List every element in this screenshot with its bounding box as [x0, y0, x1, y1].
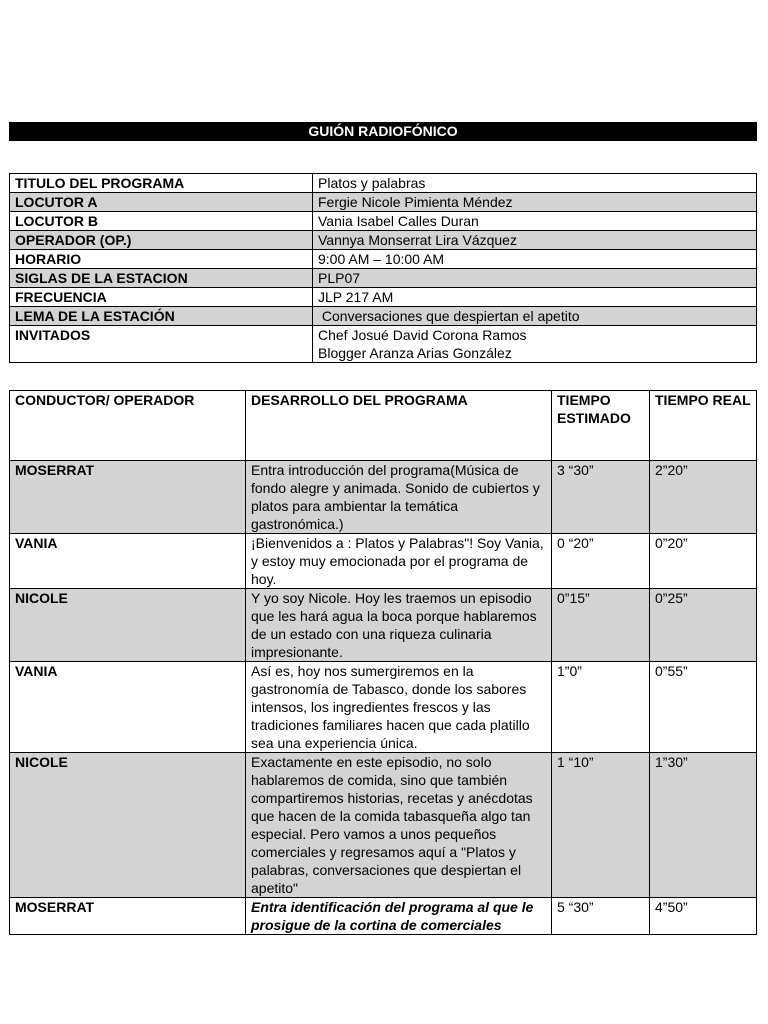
info-value-text: PLP07 [318, 270, 361, 286]
info-row [10, 288, 757, 307]
info-value-text: Conversaciones que despiertan el apetito [318, 308, 580, 324]
header-tiempo-estimado: TIEMPO ESTIMADO [552, 391, 650, 461]
info-value [313, 250, 757, 269]
info-value-text: 9:00 AM – 10:00 AM [318, 251, 445, 267]
script-row [10, 461, 757, 534]
info-key: HORARIO [10, 250, 313, 269]
script-text: Así es, hoy nos sumergiremos en la gastronomía de Tabasco, donde los sabores intensos, los ingredientes frescos y las tradiciones familiares hacen que cada platillo sea una experiencia única. [246, 662, 552, 753]
script-time-estimated: 1 “10” [552, 753, 650, 898]
script-speaker: NICOLE [10, 589, 246, 662]
info-key: LEMA DE LA ESTACIÓN [10, 307, 313, 326]
script-time-real: 0”20” [650, 534, 757, 589]
info-row [10, 231, 757, 250]
info-value [313, 174, 757, 193]
script-row [10, 898, 757, 935]
script-time-real: 0”25” [650, 589, 757, 662]
info-row [10, 174, 757, 193]
script-time-estimated: 0”15” [552, 589, 650, 662]
script-row [10, 534, 757, 589]
script-text: Exactamente en este episodio, no solo hablaremos de comida, sino que también compartiremos historias, recetas y anécdotas que hacen de la comida tabasqueña algo tan especial. Pero vamos a unos pequeños comerciales y regresamos aquí a "Platos y palabras, conversaciones que despiertan el apetito" [246, 753, 552, 898]
info-row [10, 212, 757, 231]
info-value [313, 269, 757, 288]
info-value-text: Platos y palabras [318, 175, 426, 191]
info-key: LOCUTOR B [10, 212, 313, 231]
script-speaker: VANIA [10, 534, 246, 589]
info-value [313, 193, 757, 212]
info-value [313, 288, 757, 307]
info-key: OPERADOR (OP.) [10, 231, 313, 250]
script-text: Y yo soy Nicole. Hoy les traemos un episodio que les hará agua la boca porque hablaremos de un estado con una riqueza culinaria impresionante. [246, 589, 552, 662]
info-key: TITULO DEL PROGRAMA [10, 174, 313, 193]
script-time-estimated: 0 “20” [552, 534, 650, 589]
document-title: GUIÓN RADIOFÓNICO [9, 122, 757, 141]
header-desarrollo: DESARROLLO DEL PROGRAMA [246, 391, 552, 461]
info-value-text: Vannya Monserrat Lira Vázquez [318, 232, 517, 248]
script-time-real: 0”55” [650, 662, 757, 753]
info-value-text-2: Blogger Aranza Arias González [318, 345, 512, 361]
info-value-text: JLP 217 AM [318, 289, 394, 305]
script-speaker: NICOLE [10, 753, 246, 898]
info-row [10, 193, 757, 212]
script-time-estimated: 5 “30” [552, 898, 650, 935]
info-value [313, 326, 757, 363]
info-value-text: Chef Josué David Corona Ramos [318, 327, 527, 343]
script-table [9, 390, 757, 935]
script-time-estimated: 3 “30” [552, 461, 650, 534]
program-info-table [9, 173, 757, 363]
info-key: SIGLAS DE LA ESTACION [10, 269, 313, 288]
script-time-real: 4”50” [650, 898, 757, 935]
script-row [10, 753, 757, 898]
info-value [313, 231, 757, 250]
script-time-estimated: 1”0” [552, 662, 650, 753]
script-text: Entra introducción del programa(Música de fondo alegre y animada. Sonido de cubiertos y platos para ambientar la temática gastronómica.) [246, 461, 552, 534]
info-row [10, 269, 757, 288]
script-text: ¡Bienvenidos a : Platos y Palabras"! Soy Vania, y estoy muy emocionada por el programa de hoy. [246, 534, 552, 589]
info-key: INVITADOS [10, 326, 313, 363]
info-row [10, 326, 757, 363]
script-time-real: 1”30” [650, 753, 757, 898]
info-key: FRECUENCIA [10, 288, 313, 307]
script-speaker: VANIA [10, 662, 246, 753]
info-value [313, 212, 757, 231]
info-value [313, 307, 757, 326]
info-key: LOCUTOR A [10, 193, 313, 212]
script-row [10, 589, 757, 662]
script-text: Entra identificación del programa al que le prosigue de la cortina de comerciales [246, 898, 552, 935]
header-tiempo-real: TIEMPO REAL [650, 391, 757, 461]
info-value-text: Vania Isabel Calles Duran [318, 213, 479, 229]
info-value-text: Fergie Nicole Pimienta Méndez [318, 194, 513, 210]
header-conductor: CONDUCTOR/ OPERADOR [10, 391, 246, 461]
info-row [10, 307, 757, 326]
script-speaker: MOSERRAT [10, 898, 246, 935]
script-row [10, 662, 757, 753]
script-time-real: 2”20” [650, 461, 757, 534]
script-speaker: MOSERRAT [10, 461, 246, 534]
info-row [10, 250, 757, 269]
script-header-row [10, 391, 757, 461]
